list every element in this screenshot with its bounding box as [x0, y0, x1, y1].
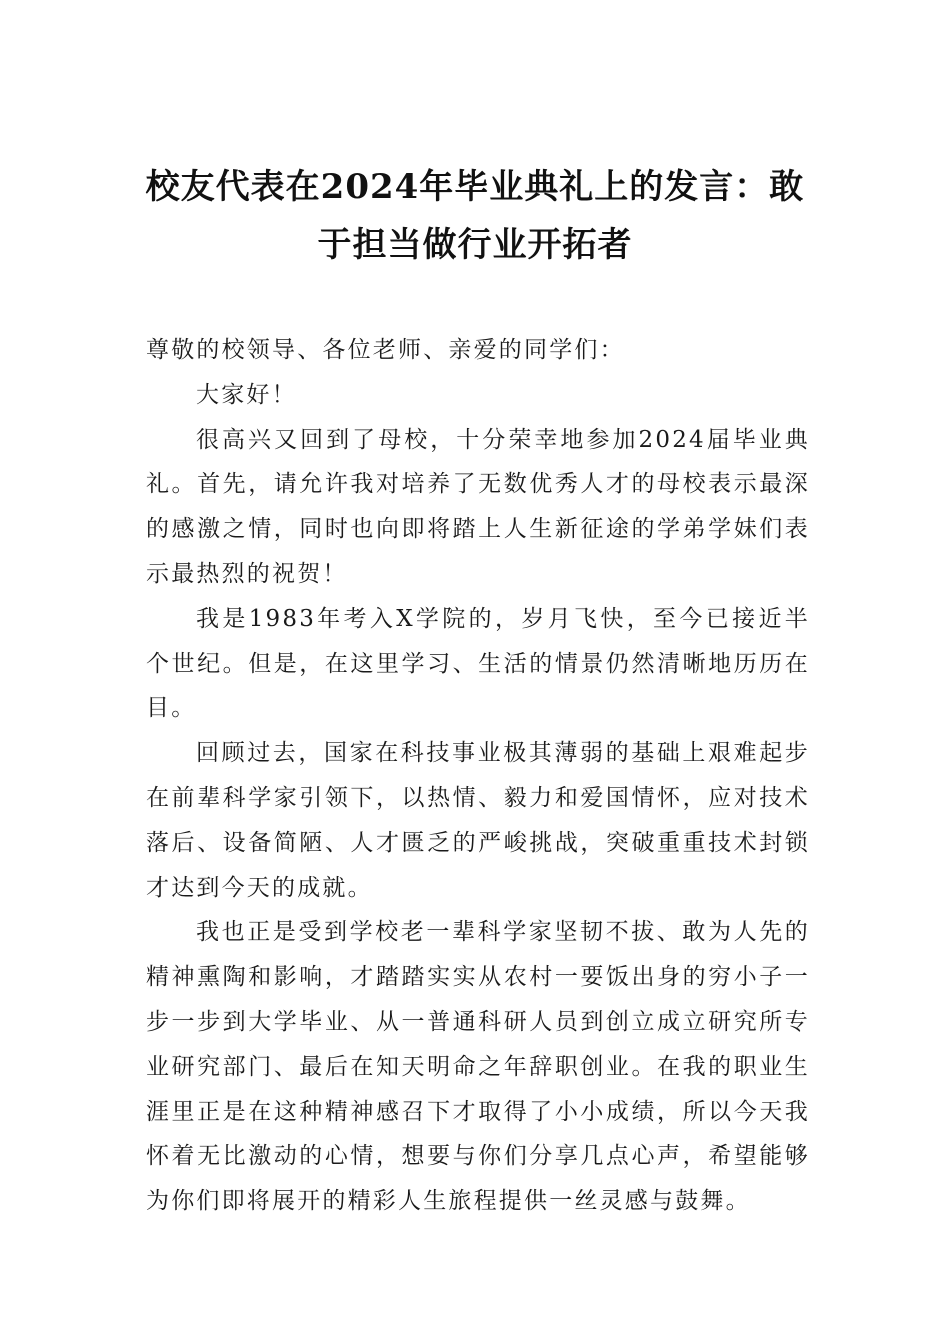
document-title: 校友代表在2024年毕业典礼上的发言：敢于担当做行业开拓者: [145, 167, 805, 265]
paragraph-career: 我也正是受到学校老一辈科学家坚韧不拔、敢为人先的精神熏陶和影响，才踏踏实实从农村一要饭出身的穷小子一步一步到大学毕业、从一普通科研人员到创立成立研究所专业研究部门、最后在知天明命之年辞职创业。在我的职业生涯里正是在这种精神感召下才取得了小小成绩，所以今天我怀着无比激动的心情，想要与你们分享几点心声，希望能够为你们即将展开的精彩人生旅程提供一丝灵感与鼓舞。: [146, 919, 810, 1215]
document-body: [146, 328, 810, 1224]
paragraph-greeting: 大家好！: [196, 381, 297, 408]
paragraph-history: 回顾过去，国家在科技事业极其薄弱的基础上艰难起步在前辈科学家引领下，以热情、毅力和爱国情怀，应对技术落后、设备简陋、人才匮乏的严峻挑战，突破重重技术封锁才达到今天的成就。: [146, 740, 810, 901]
paragraph-enrollment: 我是1983年考入X学院的，岁月飞快，至今已接近半个世纪。但是，在这里学习、生活的情景仍然清晰地历历在目。: [146, 605, 810, 722]
paragraph-opening: 很高兴又回到了母校，十分荣幸地参加2024届毕业典礼。首先，请允许我对培养了无数优秀人才的母校表示最深的感激之情，同时也向即将踏上人生新征途的学弟学妹们表示最热烈的祝贺！: [146, 426, 810, 587]
salutation: 尊敬的校领导、各位老师、亲爱的同学们：: [146, 337, 625, 363]
